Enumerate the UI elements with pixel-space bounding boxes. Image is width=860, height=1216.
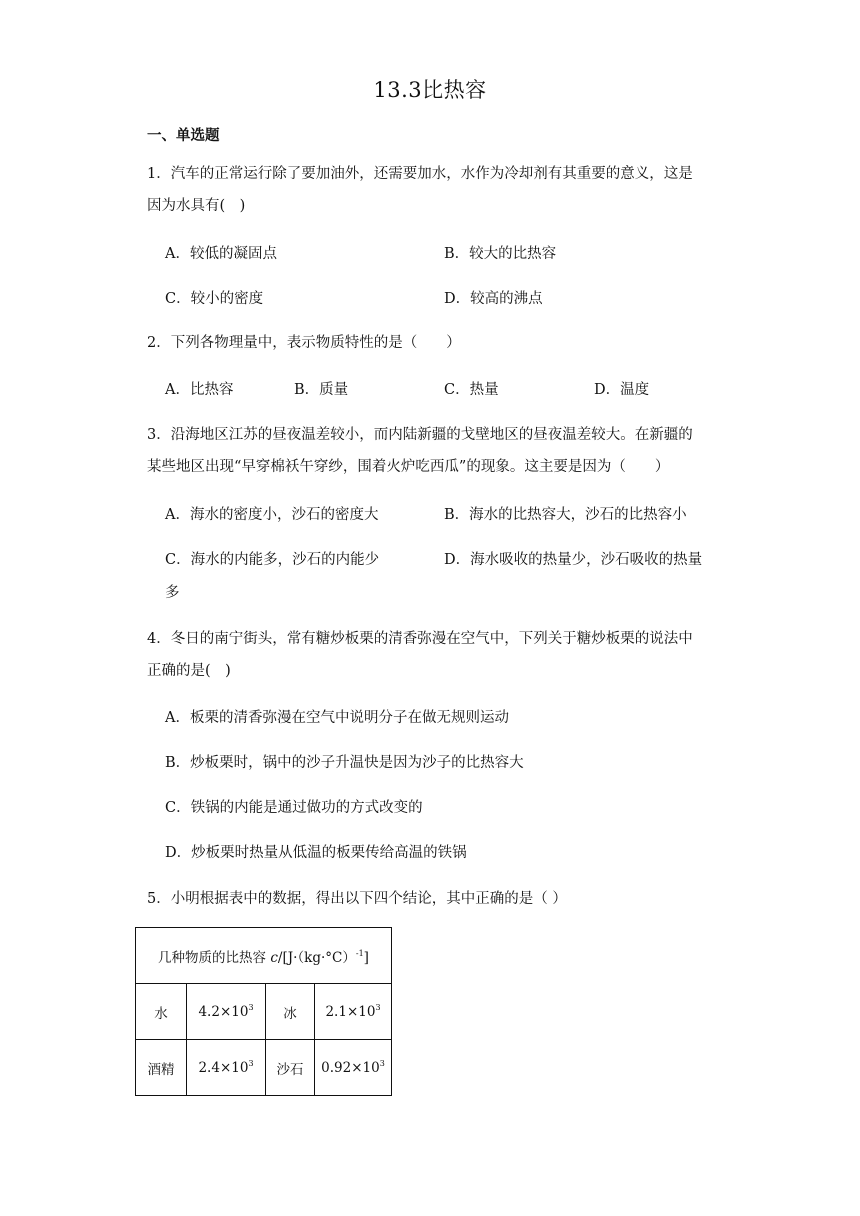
table-cell-substance: 冰	[266, 984, 315, 1040]
table-row	[136, 1040, 392, 1096]
option-b: B．较大的比热容	[444, 246, 557, 262]
table-cell-value: $0.92\times 10^3$	[315, 1040, 392, 1096]
option-a: A．板栗的清香弥漫在空气中说明分子在做无规则运动	[165, 710, 509, 726]
question-text: 沿海地区江苏的昼夜温差较小，而内陆新疆的戈壁地区的昼夜温差较大。在新疆的	[170, 427, 693, 443]
question-text: 汽车的正常运行除了要加油外，还需要加水，水作为冷却剂有其重要的意义，这是	[170, 166, 693, 182]
option-c: C．较小的密度	[165, 291, 264, 307]
question-number: 1．	[147, 166, 171, 182]
option-b: B．质量	[294, 382, 349, 398]
question-5	[147, 883, 717, 915]
table-cell-value: $2.4\times 10^3$	[187, 1040, 266, 1096]
table-header: 几种物质的比热容 $c/[J\cdot(kg\cdot^\circ C)^{-1}]$	[136, 928, 392, 984]
table-cell-substance: 沙石	[266, 1040, 315, 1096]
question-number: 5．	[147, 891, 171, 907]
option-a: A．海水的密度小，沙石的密度大	[165, 507, 379, 523]
table-row	[136, 984, 392, 1040]
option-d-wrap: 多	[165, 585, 180, 601]
option-c: C．海水的内能多，沙石的内能少	[165, 552, 380, 568]
option-a: A．较低的凝固点	[165, 246, 277, 262]
page-title: 13.3比热容	[373, 78, 487, 102]
option-d: D．较高的沸点	[444, 291, 543, 307]
option-a: A．比热容	[165, 382, 234, 398]
table-cell-substance: 酒精	[136, 1040, 187, 1096]
question-2	[147, 327, 717, 359]
question-text: 下列各物理量中，表示物质特性的是（ ）	[170, 335, 461, 351]
question-text-cont: 正确的是( )	[147, 663, 231, 679]
option-d: D．海水吸收的热量少，沙石吸收的热量	[444, 552, 703, 568]
question-text: 小明根据表中的数据，得出以下四个结论，其中正确的是（ ）	[170, 891, 567, 907]
table-cell-value: $2.1\times 10^3$	[315, 984, 392, 1040]
table-header-row	[136, 928, 392, 984]
table-cell-substance: 水	[136, 984, 187, 1040]
section-heading: 一、单选题	[147, 128, 220, 144]
question-3	[147, 419, 717, 483]
question-4	[147, 623, 717, 687]
option-d: D．炒板栗时热量从低温的板栗传给高温的铁锅	[165, 845, 467, 861]
option-d: D．温度	[594, 382, 650, 398]
question-number: 4．	[147, 631, 171, 647]
question-text: 冬日的南宁街头，常有糖炒板栗的清香弥漫在空气中，下列关于糖炒板栗的说法中	[170, 631, 693, 647]
table-cell-value: $4.2\times 10^3$	[187, 984, 266, 1040]
option-b: B．海水的比热容大，沙石的比热容小	[444, 507, 687, 523]
question-text-cont: 某些地区出现“早穿棉袄午穿纱，围着火炉吃西瓜”的现象。这主要是因为（ ）	[147, 459, 670, 475]
question-text-cont: 因为水具有( )	[147, 198, 246, 214]
option-b: B．炒板栗时，锅中的沙子升温快是因为沙子的比热容大	[165, 755, 524, 771]
option-c: C．铁锅的内能是通过做功的方式改变的	[165, 800, 423, 816]
question-number: 2．	[147, 335, 171, 351]
question-1	[147, 158, 717, 222]
question-number: 3．	[147, 427, 171, 443]
specific-heat-table	[135, 927, 392, 1096]
option-c: C．热量	[444, 382, 499, 398]
